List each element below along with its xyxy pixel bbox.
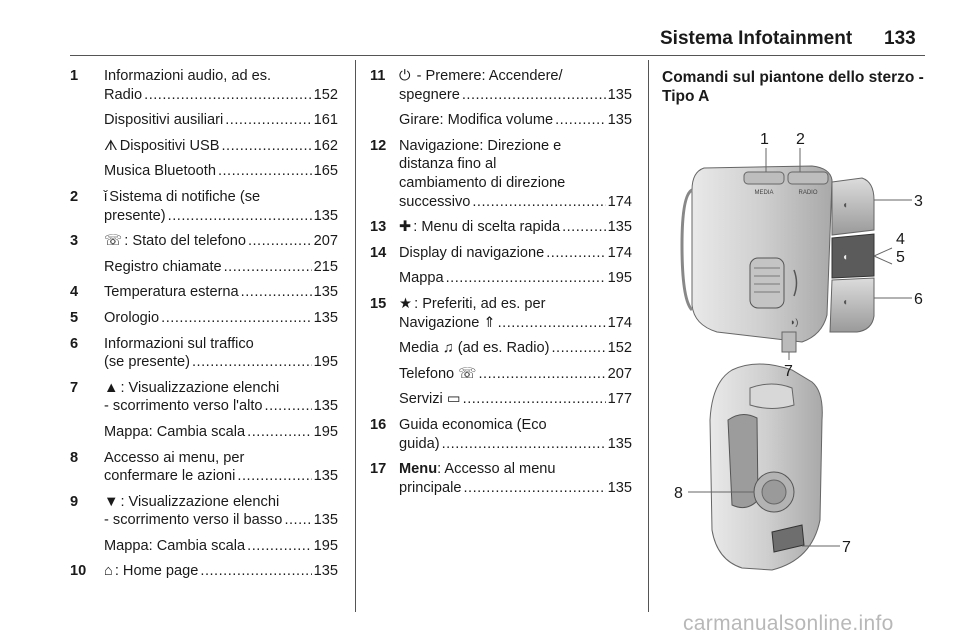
entry-number: 14 (370, 244, 387, 261)
page-reference: 207 (607, 365, 632, 382)
callout-6: 6 (914, 291, 923, 308)
leader-dots (241, 283, 312, 302)
index-column-middle (370, 67, 632, 504)
entry-text: Accesso ai menu, per (104, 449, 245, 466)
index-entry (370, 390, 632, 409)
leader-dots (462, 86, 606, 105)
page-reference: 195 (313, 354, 338, 371)
page-reference: 135 (313, 398, 338, 415)
page-reference: 135 (607, 219, 632, 236)
media-button (744, 172, 784, 184)
index-entry (370, 339, 632, 358)
page-reference: 135 (607, 479, 632, 496)
leader-dots (551, 339, 605, 358)
entry-symbol-icon: ✚ (399, 219, 412, 236)
entry-text: successivo (399, 193, 471, 210)
section-heading: Comandi sul piantone dello sterzo - Tipo A (662, 69, 924, 105)
leader-dots (247, 537, 311, 556)
page-reference: 195 (607, 270, 632, 287)
radio-button (788, 172, 828, 184)
leader-dots (472, 193, 605, 212)
entry-text: spegnere (399, 86, 460, 103)
index-entry (370, 460, 632, 497)
entry-symbol-icon: ▲ (104, 379, 119, 396)
entry-line (399, 295, 632, 314)
index-entry (70, 449, 338, 486)
entry-line (399, 390, 632, 409)
steering-controls-diagram (662, 120, 942, 590)
svg-text:◖: ◖ (842, 200, 849, 211)
entry-text: : Visualizzazione elenchi (120, 493, 280, 510)
entry-line (104, 67, 338, 86)
entry-text: : Accesso al menu (437, 461, 556, 478)
index-entry (70, 137, 338, 156)
entry-text: : Visualizzazione elenchi (120, 379, 280, 396)
entry-number: 9 (70, 493, 79, 510)
page-reference: 135 (607, 112, 632, 129)
page-reference: 152 (607, 340, 632, 357)
entry-text: - scorrimento verso il basso (104, 512, 283, 529)
entry-text: Servizi ▭ (399, 391, 461, 408)
entry-text: Dispositivi ausiliari (104, 112, 224, 129)
callout-4: 4 (896, 231, 905, 248)
entry-line (399, 111, 632, 130)
header-rule (70, 55, 925, 56)
entry-text: Informazioni sul traffico (104, 335, 254, 352)
leader-dots (248, 232, 312, 251)
index-entry (70, 537, 338, 556)
leader-dots (498, 314, 606, 333)
entry-text: Radio (104, 86, 143, 103)
entry-text: Navigazione ⇑ (399, 314, 496, 331)
entry-line (399, 193, 632, 212)
leader-dots (555, 111, 606, 130)
leader-dots (562, 218, 606, 237)
leader-dots (192, 353, 312, 372)
entry-text: presente) (104, 207, 166, 224)
entry-line (104, 232, 338, 251)
entry-text: Mappa: Cambia scala (104, 423, 246, 440)
entry-line (399, 435, 632, 454)
entry-number: 10 (70, 563, 87, 580)
page-reference: 152 (313, 86, 338, 103)
callout-1: 1 (760, 131, 769, 148)
index-entry (70, 283, 338, 302)
leader-dots (168, 207, 312, 226)
entry-text: Guida economica (Eco (399, 416, 547, 433)
callout-7: 7 (784, 363, 793, 380)
page-reference: 162 (313, 137, 338, 154)
index-entry (70, 493, 338, 530)
leader-dots (161, 309, 311, 328)
leader-dots (218, 162, 312, 181)
entry-line (399, 67, 632, 86)
page-reference: 135 (313, 309, 338, 326)
entry-number: 17 (370, 461, 387, 478)
entry-text: guida) (399, 435, 440, 452)
index-entry (70, 232, 338, 251)
entry-line (104, 188, 338, 207)
entry-line (399, 460, 632, 479)
entry-text: Musica Bluetooth (104, 163, 216, 180)
mute-button (832, 234, 874, 278)
index-entry (370, 111, 632, 130)
entry-line (104, 379, 338, 398)
entry-line (399, 244, 632, 263)
index-entry (70, 258, 338, 277)
page-reference: 135 (313, 468, 338, 485)
entry-line (399, 218, 632, 237)
page-header (0, 0, 960, 60)
entry-symbol-icon: ⏻ (399, 68, 411, 84)
entry-number: 16 (370, 416, 387, 433)
entry-text: Orologio (104, 309, 160, 326)
entry-number: 11 (370, 68, 386, 84)
entry-line (104, 283, 338, 302)
entry-number: 4 (70, 284, 79, 301)
entry-number: 2 (70, 188, 79, 205)
entry-text: distanza fino al (399, 156, 497, 173)
entry-line (104, 353, 338, 372)
index-entry (370, 295, 632, 332)
leader-dots (200, 562, 311, 581)
callout-3: 3 (914, 193, 923, 210)
page-reference: 135 (607, 435, 632, 452)
index-entry (70, 111, 338, 130)
index-entry (370, 416, 632, 453)
page-reference: 135 (313, 207, 338, 224)
leader-dots (463, 479, 605, 498)
volume-up-button (832, 178, 874, 235)
callout-7b: 7 (842, 539, 851, 556)
leader-dots (446, 269, 606, 288)
entry-line (104, 309, 338, 328)
index-entry (70, 423, 338, 442)
entry-text: Navigazione: Direzione e (399, 137, 562, 154)
entry-number: 7 (70, 379, 79, 396)
leader-dots (284, 511, 311, 530)
index-entry (70, 335, 338, 372)
callout-2: 2 (796, 131, 805, 148)
entry-line (399, 174, 632, 193)
entry-line (104, 335, 338, 354)
entry-text: (se presente) (104, 354, 190, 371)
column-divider (355, 60, 356, 612)
entry-text: Display di navigazione (399, 244, 545, 261)
entry-symbol-icon: ▼ (104, 493, 119, 510)
leader-dots (265, 397, 312, 416)
page-reference: 177 (607, 391, 632, 408)
page-reference: 195 (313, 537, 338, 554)
lower-control-unit (710, 364, 822, 570)
leader-dots (247, 423, 311, 442)
entry-line (104, 258, 338, 277)
entry-text: : Stato del telefono (124, 233, 246, 250)
index-entry (70, 67, 338, 104)
entry-text: Dispositivi USB (119, 137, 220, 154)
index-entry (370, 244, 632, 263)
entry-line (399, 137, 632, 156)
entry-line (399, 155, 632, 174)
entry-number: 1 (70, 68, 79, 84)
index-entry (70, 162, 338, 181)
page-reference: 135 (607, 86, 632, 103)
entry-number: 6 (70, 335, 79, 352)
entry-number: 13 (370, 219, 387, 236)
page-reference: 135 (313, 284, 338, 301)
entry-line (104, 449, 338, 468)
leader-dots (144, 86, 312, 105)
entry-text: Mappa (399, 270, 444, 287)
entry-text: Telefono ☏ (399, 365, 477, 382)
index-entry (370, 218, 632, 237)
entry-line (104, 207, 338, 226)
leader-dots (224, 258, 312, 277)
entry-line (399, 314, 632, 333)
entry-line (104, 162, 338, 181)
leader-dots (237, 467, 311, 486)
header-title: Sistema Infotainment (660, 28, 853, 49)
entry-line (104, 423, 338, 442)
page-reference: 161 (313, 112, 338, 129)
entry-number: 12 (370, 137, 387, 154)
entry-text: - Premere: Accendere/ (412, 68, 563, 84)
upper-control-unit (682, 166, 874, 352)
entry-line (104, 467, 338, 486)
svg-text:◖: ◖ (842, 297, 849, 308)
entry-text: cambiamento di direzione (399, 174, 566, 191)
entry-text: - scorrimento verso l'alto (104, 398, 263, 415)
entry-symbol-icon: ★ (399, 295, 413, 312)
entry-symbol-icon: ᗑ (104, 137, 118, 154)
leader-dots (221, 137, 311, 156)
page-reference: 174 (607, 314, 632, 331)
svg-text:◗): ◗) (790, 317, 799, 327)
entry-text: : Preferiti, ad es. per (414, 295, 546, 312)
entry-number: 15 (370, 295, 387, 312)
index-entry (70, 188, 338, 225)
page-number: 133 (884, 28, 916, 49)
index-entry (70, 562, 338, 581)
page-reference: 195 (313, 423, 338, 440)
page-reference: 135 (313, 512, 338, 529)
index-entry (70, 309, 338, 328)
volume-down-button (830, 278, 874, 332)
entry-bold-label: Menu (399, 461, 438, 478)
radio-label: RADIO (798, 190, 818, 196)
column-divider (648, 60, 649, 612)
callout-5: 5 (896, 249, 905, 266)
page-reference: 207 (313, 233, 338, 250)
page-reference: 135 (313, 563, 338, 580)
entry-text: Informazioni audio, ad es. (104, 68, 272, 84)
entry-text: Media ♫ (ad es. Radio) (399, 340, 550, 357)
entry-number: 8 (70, 449, 79, 466)
entry-line (399, 86, 632, 105)
index-entry (370, 269, 632, 288)
entry-number: 5 (70, 309, 79, 326)
entry-line (399, 269, 632, 288)
scroll-wheel (750, 258, 784, 308)
leader-dots (546, 244, 605, 263)
leader-dots (442, 435, 606, 454)
entry-text: Sistema di notifiche (se (109, 188, 261, 205)
entry-text: confermare le azioni (104, 468, 236, 485)
entry-line (399, 339, 632, 358)
entry-symbol-icon: ☏ (104, 233, 123, 250)
entry-line (104, 511, 338, 530)
entry-line (399, 479, 632, 498)
leader-dots (225, 111, 311, 130)
index-entry (70, 379, 338, 416)
entry-line (399, 416, 632, 435)
entry-line (104, 397, 338, 416)
watermark: carmanualsonline.info (683, 612, 894, 635)
entry-symbol-icon: ⌂ (104, 563, 113, 580)
svg-text:◖: ◖ (842, 252, 849, 263)
page-reference: 174 (607, 244, 632, 261)
entry-text: Temperatura esterna (104, 284, 239, 301)
index-entry (370, 365, 632, 384)
entry-text: Registro chiamate (104, 258, 222, 275)
page-reference: 215 (313, 258, 338, 275)
entry-line (104, 562, 338, 581)
entry-text: principale (399, 479, 462, 496)
page-reference: 165 (313, 163, 338, 180)
entry-line (104, 537, 338, 556)
entry-line (104, 86, 338, 105)
leader-dots (478, 365, 605, 384)
entry-line (104, 137, 338, 156)
callout-8: 8 (674, 485, 683, 502)
index-column-left (70, 67, 338, 588)
entry-symbol-icon: ǐ (104, 188, 108, 205)
entry-text: Girare: Modifica volume (399, 112, 554, 129)
entry-line (104, 111, 338, 130)
entry-line (104, 493, 338, 512)
entry-text: : Menu di scelta rapida (413, 219, 561, 236)
index-entry (370, 137, 632, 211)
entry-text: Mappa: Cambia scala (104, 537, 246, 554)
index-entry (370, 67, 632, 104)
page-reference: 174 (607, 193, 632, 210)
entry-line (399, 365, 632, 384)
media-label: MEDIA (754, 190, 774, 196)
entry-text: : Home page (114, 563, 199, 580)
entry-number: 3 (70, 233, 79, 250)
leader-dots (463, 390, 606, 409)
